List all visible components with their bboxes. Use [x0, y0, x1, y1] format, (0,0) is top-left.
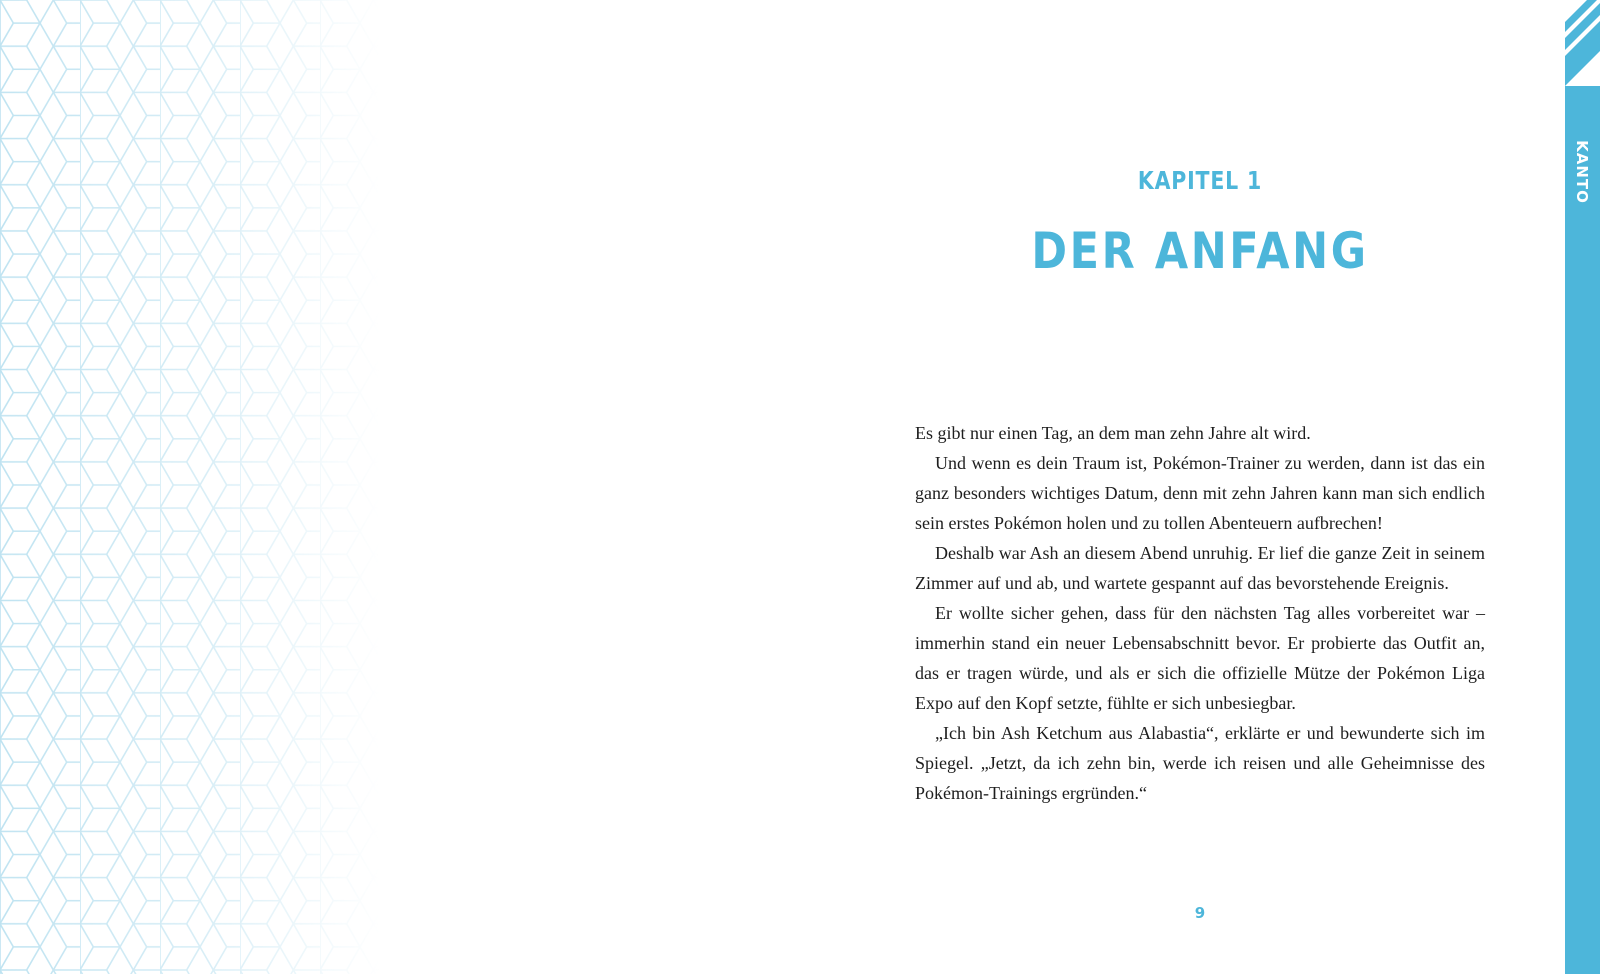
paragraph: Es gibt nur einen Tag, an dem man zehn Jahre alt wird. — [915, 423, 1311, 443]
paragraph: Er wollte sicher gehen, dass für den nächsten Tag alles vorbereitet war – immerhin stand ein neuer Lebensabschnitt bevor. Er probierte das Outfit an, das er tragen würde, und als er sich die offizielle Mütze der Pokémon Liga Expo auf den Kopf setzte, fühlte er sich unbesiegbar. — [915, 603, 1485, 713]
hexagon-pattern-background — [0, 0, 380, 974]
side-tab-label: KANTO — [1573, 140, 1591, 204]
paragraph: „Ich bin Ash Ketchum aus Alabastia“, erklärte er und bewunderte sich im Spiegel. „Jetzt, da ich zehn bin, werde ich reisen und alle Geheimnisse des Pokémon-Trainings ergründen.“ — [915, 723, 1485, 803]
chapter-title: DER ANFANG — [1031, 222, 1369, 280]
page-number: 9 — [1194, 904, 1206, 922]
paragraph: Und wenn es dein Traum ist, Pokémon-Trainer zu werden, dann ist das ein ganz besonders wichtiges Datum, denn mit zehn Jahren kann man sich endlich sein erstes Pokémon holen und zu tollen Abenteuern aufbrechen! — [915, 453, 1485, 533]
chapter-body-text — [915, 418, 1485, 808]
paragraph: Deshalb war Ash an diesem Abend unruhig. Er lief die ganze Zeit in seinem Zimmer auf und ab, und wartete gespannt auf das bevorstehende Ereignis. — [915, 543, 1485, 593]
chapter-number: KAPITEL 1 — [1137, 166, 1263, 195]
